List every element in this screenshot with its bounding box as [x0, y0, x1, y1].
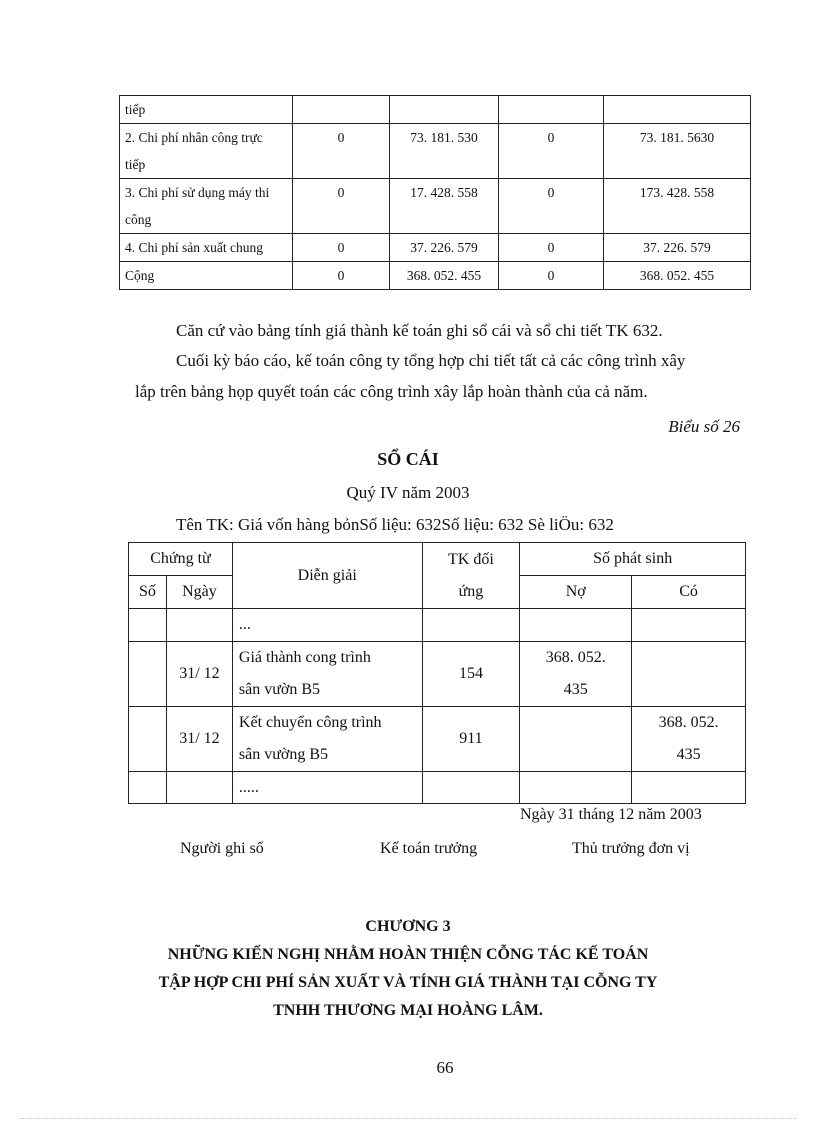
- cost-label: 4. Chi phí sản xuất chung: [120, 234, 293, 262]
- signature-chief-accountant: Kế toán trưởng: [380, 840, 478, 857]
- table-cell: [604, 96, 751, 124]
- table-cell: 31/ 12: [166, 642, 232, 707]
- table-cell: 911: [422, 707, 520, 772]
- table-cell: 0: [293, 262, 390, 290]
- bieu-so-label: Biểu số 26: [668, 417, 740, 436]
- table-cell: 368. 052. 455: [390, 262, 499, 290]
- table-cell: 0: [499, 124, 604, 179]
- table-row: [120, 124, 751, 179]
- cost-label: tiếp: [120, 96, 293, 124]
- header-so-phat-sinh: Số phát sinh: [520, 543, 746, 576]
- table-row: [129, 609, 746, 642]
- cost-label: Cộng: [120, 262, 293, 290]
- table-cell: [129, 772, 167, 804]
- table-cell: [129, 707, 167, 772]
- table-cell: 17. 428. 558: [390, 179, 499, 234]
- table-cell: ...: [232, 609, 422, 642]
- table-cell: 0: [293, 124, 390, 179]
- table-cell: [422, 772, 520, 804]
- header-tk-doi-ung: TK đối ứng: [422, 543, 520, 609]
- table-row: [120, 96, 751, 124]
- table-cell: [520, 609, 632, 642]
- table-cell: [632, 642, 746, 707]
- table-cell: 37. 226. 579: [604, 234, 751, 262]
- table-cell: 0: [499, 179, 604, 234]
- table-row-total: [120, 262, 751, 290]
- table-cell: [632, 609, 746, 642]
- header-co: Có: [632, 576, 746, 609]
- table-cell: 173. 428. 558: [604, 179, 751, 234]
- table-cell: 0: [293, 234, 390, 262]
- signature-recorder: Người ghi sổ: [180, 840, 264, 857]
- paragraph-2-line-1: Cuối kỳ báo cáo, kế toán công ty tổng hợp chi tiết tất cả các công trình xây: [176, 351, 686, 370]
- table-cell: [422, 609, 520, 642]
- table-header-row: [129, 543, 746, 576]
- table-cell: 37. 226. 579: [390, 234, 499, 262]
- page-bottom-divider: [20, 1118, 796, 1119]
- account-line: Tên TK: Giá vốn hàng bỏnSố liệu: 632Số liệu: 632 Sè liÖu: 632: [176, 515, 614, 534]
- table-cell: 73. 181. 530: [390, 124, 499, 179]
- paragraph-2-line-2: lắp trên bảng họp quyết toán các công trình xây lắp hoàn thành của cả năm.: [135, 382, 648, 401]
- table-cell: .....: [232, 772, 422, 804]
- ledger-table: [128, 542, 746, 804]
- header-chung-tu: Chứng từ: [129, 543, 233, 576]
- chapter-title-line-2: TẬP HỢP CHI PHÍ SẢN XUẤT VÀ TÍNH GIÁ THÀNH TẠI CỖNG TY: [158, 974, 658, 991]
- date-line: Ngày 31 tháng 12 năm 2003: [520, 806, 702, 823]
- table-cell: 368. 052. 435: [632, 707, 746, 772]
- page-number: 66: [436, 1058, 454, 1077]
- header-ngay: Ngày: [166, 576, 232, 609]
- table-cell: Giá thành cong trình sân vườn B5: [232, 642, 422, 707]
- paragraph-1: Căn cứ vào bảng tính giá thành kế toán ghi sổ cái và sổ chi tiết TK 632.: [176, 321, 663, 340]
- table-row: [120, 234, 751, 262]
- table-cell: [293, 96, 390, 124]
- table-row: [129, 707, 746, 772]
- header-dien-giai: Diễn giải: [232, 543, 422, 609]
- table-row: [129, 642, 746, 707]
- table-cell: [166, 609, 232, 642]
- chapter-title-line-3: TNHH THƯƠNG MẠI HOÀNG LÂM.: [273, 1002, 543, 1019]
- table-cell: [632, 772, 746, 804]
- chapter-title-line-1: NHỮNG KIẾN NGHỊ NHẰM HOÀN THIỆN CỖNG TÁC KẾ TOÁN: [167, 946, 649, 963]
- table-cell: 0: [293, 179, 390, 234]
- table-cell: [499, 96, 604, 124]
- table-cell: [129, 642, 167, 707]
- table-row: [129, 772, 746, 804]
- ledger-title: SỔ CÁI: [377, 449, 439, 469]
- cost-label: 3. Chi phí sử dụng máy thi công: [120, 179, 293, 234]
- table-cell: 368. 052. 435: [520, 642, 632, 707]
- chapter-heading: CHƯƠNG 3: [365, 918, 451, 935]
- table-cell: [520, 772, 632, 804]
- cost-table: [119, 95, 751, 290]
- header-so: Số: [129, 576, 167, 609]
- table-cell: 368. 052. 455: [604, 262, 751, 290]
- table-row: [120, 179, 751, 234]
- table-cell: [129, 609, 167, 642]
- table-cell: 31/ 12: [166, 707, 232, 772]
- table-cell: 0: [499, 234, 604, 262]
- table-cell: 154: [422, 642, 520, 707]
- table-cell: [166, 772, 232, 804]
- table-cell: 0: [499, 262, 604, 290]
- header-no: Nợ: [520, 576, 632, 609]
- ledger-period: Quý IV năm 2003: [346, 483, 470, 502]
- table-cell: [520, 707, 632, 772]
- table-cell: 73. 181. 5630: [604, 124, 751, 179]
- signature-director: Thủ trưởng đơn vị: [572, 840, 690, 857]
- table-cell: [390, 96, 499, 124]
- cost-label: 2. Chi phí nhân công trực tiếp: [120, 124, 293, 179]
- table-cell: Kết chuyển công trình sân vường B5: [232, 707, 422, 772]
